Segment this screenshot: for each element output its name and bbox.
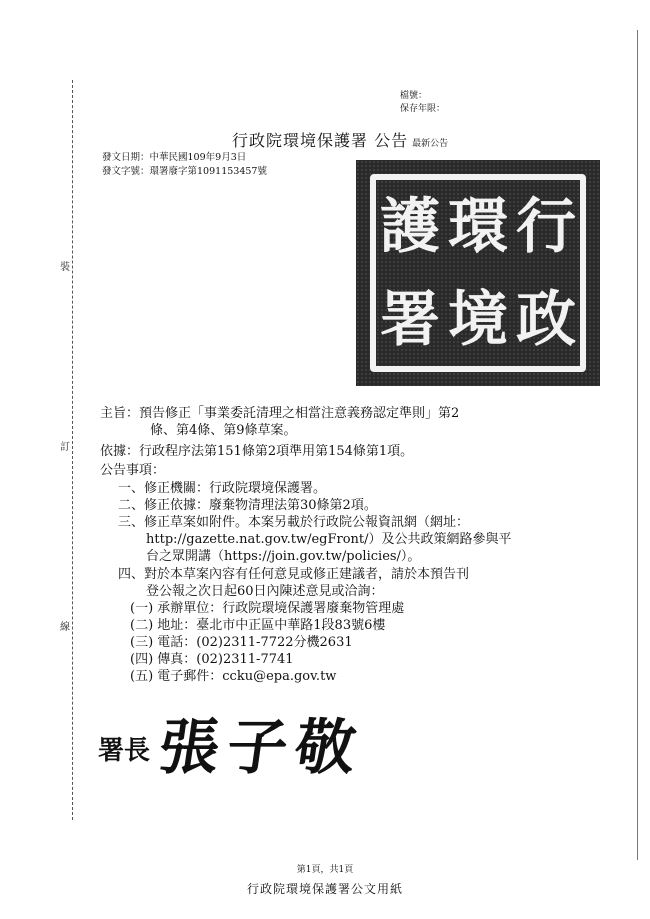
title-main: 行政院環境保護署 公告 — [232, 131, 409, 150]
subject-line-2: 條、第4條、第9條草案。 — [150, 423, 297, 438]
contact-fax: (四) 傳真：(02)2311-7741 — [130, 652, 294, 667]
legal-basis: 依據：行政程序法第151條第2項準用第154條第1項。 — [100, 444, 414, 459]
contact-unit: (一) 承辦單位：行政院環境保護署廢棄物管理處 — [130, 601, 405, 616]
seal-char-huan: 環 — [448, 191, 508, 262]
items-heading: 公告事項： — [100, 463, 166, 478]
issue-date — [102, 151, 246, 164]
seal-char-xing: 行 — [516, 191, 576, 262]
binding-mark-zhuang: 裝 — [60, 262, 70, 273]
contact-phone: (三) 電話：(02)2311-7722分機2631 — [130, 635, 353, 650]
item-3-line-2: http://gazette.nat.gov.tw/egFront/）及公共政策網路參與平 — [146, 532, 512, 547]
contact-email: (五) 電子郵件：ccku@epa.gov.tw — [130, 669, 337, 684]
binding-mark-ding: 訂 — [60, 442, 70, 453]
signature-title: 署長 — [98, 736, 151, 766]
paper-label: 行政院環境保護署公文用紙 — [246, 882, 403, 896]
binding-mark-xian: 線 — [60, 622, 70, 633]
signature-name: 張子敬 — [154, 713, 369, 783]
seal-frame — [370, 174, 586, 372]
announcement-title — [232, 128, 448, 151]
seal-char-zheng: 政 — [516, 284, 576, 355]
issue-date-value: 中華民國109年9月3日 — [149, 152, 247, 163]
subject-line-1: 主旨：預告修正「事業委託清理之相當注意義務認定準則」第2 — [100, 406, 460, 421]
seal-char-hu: 護 — [380, 191, 440, 262]
retention-label: 保存年限： — [400, 104, 446, 114]
contact-address: (二) 地址：臺北市中正區中華路1段83號6樓 — [130, 618, 386, 633]
right-margin-rule — [637, 30, 638, 860]
binding-line — [72, 80, 73, 820]
seal-char-shu: 署 — [380, 284, 440, 355]
item-3-line-1: 三、修正草案如附件。本案另載於行政院公報資訊網（網址： — [118, 515, 470, 530]
title-sub: 最新公告 — [412, 139, 449, 149]
document-number-label: 發文字號： — [102, 166, 150, 177]
file-number-label: 檔號： — [400, 91, 428, 101]
seal-char-jing: 境 — [448, 284, 508, 355]
item-2: 二、修正依據：廢棄物清理法第30條第2項。 — [118, 498, 377, 513]
document-number — [102, 165, 267, 178]
document-number-value: 環署廢字第1091153457號 — [149, 166, 267, 177]
item-4-line-2: 登公報之次日起60日內陳述意見或洽詢： — [146, 584, 384, 599]
item-1: 一、修正機關：行政院環境保護署。 — [118, 481, 327, 496]
official-seal — [356, 160, 600, 386]
item-4-line-1: 四、對於本草案內容有任何意見或修正建議者，請於本預告刊 — [118, 567, 470, 582]
issue-date-label: 發文日期： — [102, 152, 150, 163]
item-3-line-3: 台之眾開講（https://join.gov.tw/policies/）。 — [146, 549, 421, 564]
page-number: 第1頁，共1頁 — [296, 865, 354, 875]
